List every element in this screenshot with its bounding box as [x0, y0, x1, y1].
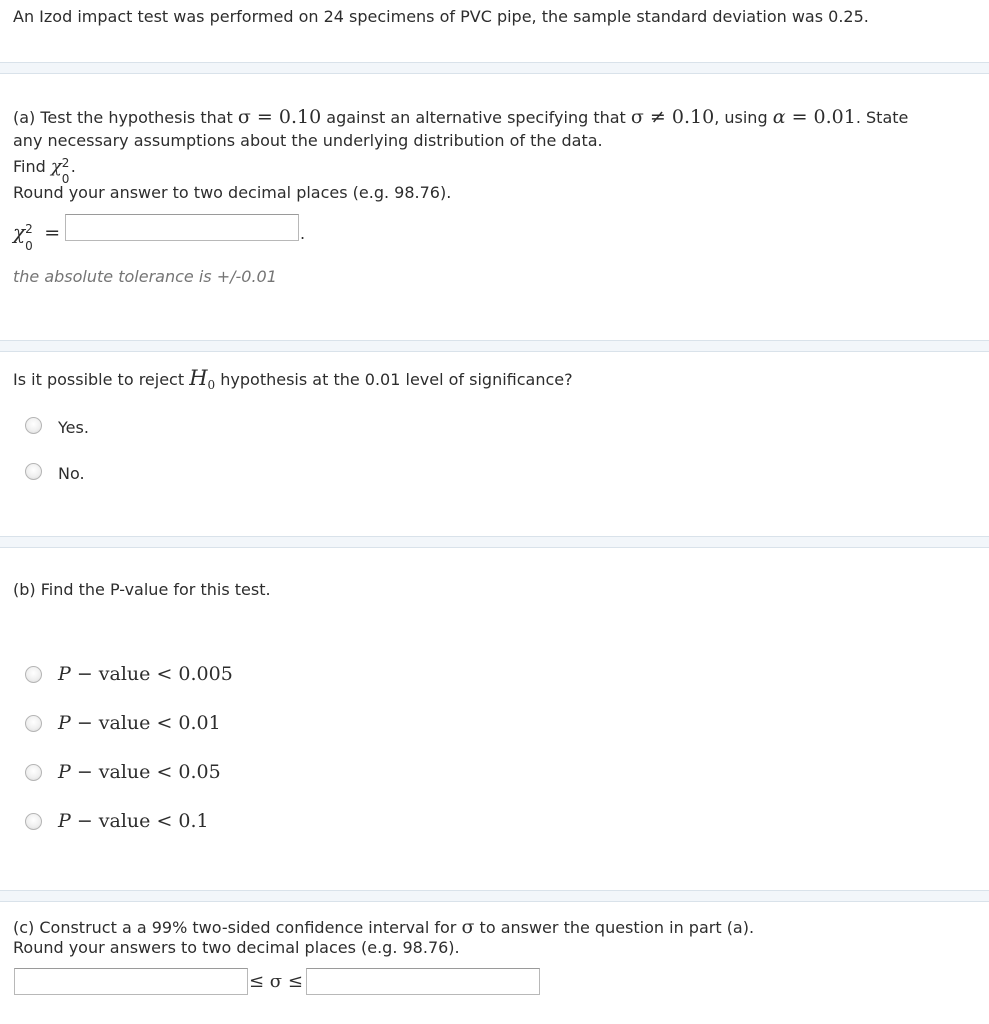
option-yes-label: Yes. [58, 418, 89, 437]
option-pvalue-0005-label: P − value < 0.005 [58, 663, 233, 685]
chi-square-answer-input[interactable] [65, 214, 299, 241]
tolerance-note: the absolute tolerance is +/-0.01 [13, 267, 277, 286]
option-pvalue-001-label: P − value < 0.01 [58, 712, 221, 734]
ci-upper-input[interactable] [306, 968, 540, 995]
radio-yes[interactable] [25, 417, 42, 434]
section-divider [0, 890, 989, 902]
option-pvalue-01-label: P − value < 0.1 [58, 810, 209, 832]
section-divider [0, 62, 989, 74]
reject-question: Is it possible to reject $H_0$ hypothesis at the 0.01 level of significance? [13, 366, 573, 392]
round-instruction: Round your answer to two decimal places (e.g. 98.76). [13, 183, 452, 202]
intro-text: An Izod impact test was performed on 24 specimens of PVC pipe, the sample standard deviation was 0.25. [13, 7, 869, 26]
option-no-label: No. [58, 464, 85, 483]
chi-symbol: χ [13, 220, 26, 244]
section-divider [0, 340, 989, 352]
answer-period: . [300, 224, 306, 243]
part-a-question: (a) Test the hypothesis that σ = 0.10 against an alternative specifying that σ ≠ 0.10, using α = 0.01. State [13, 106, 909, 128]
chi-symbol: χ [50, 156, 62, 177]
sigma-symbol: σ [461, 916, 475, 938]
h-symbol: H [189, 366, 208, 390]
radio-pvalue-005[interactable] [25, 764, 42, 781]
assumptions-text: any necessary assumptions about the underlying distribution of the data. [13, 131, 603, 150]
ci-inequality: ≤ σ ≤ [249, 971, 303, 992]
radio-pvalue-0005[interactable] [25, 666, 42, 683]
option-pvalue-005-label: P − value < 0.05 [58, 761, 221, 783]
radio-pvalue-01[interactable] [25, 813, 42, 830]
find-chi-text: Find χ 2 0 . [13, 156, 76, 186]
section-divider [0, 536, 989, 548]
sigma-symbol: σ [237, 106, 251, 128]
chi-answer-label: χ 2 0 = [13, 220, 61, 253]
part-c-question: (c) Construct a a 99% two-sided confidence interval for σ to answer the question in part (a). [13, 916, 755, 938]
radio-no[interactable] [25, 463, 42, 480]
radio-pvalue-001[interactable] [25, 715, 42, 732]
ci-lower-input[interactable] [14, 968, 248, 995]
part-b-question: (b) Find the P-value for this test. [13, 580, 271, 599]
alpha-symbol: α [772, 106, 786, 128]
round-instruction-c: Round your answers to two decimal places (e.g. 98.76). [13, 938, 460, 957]
